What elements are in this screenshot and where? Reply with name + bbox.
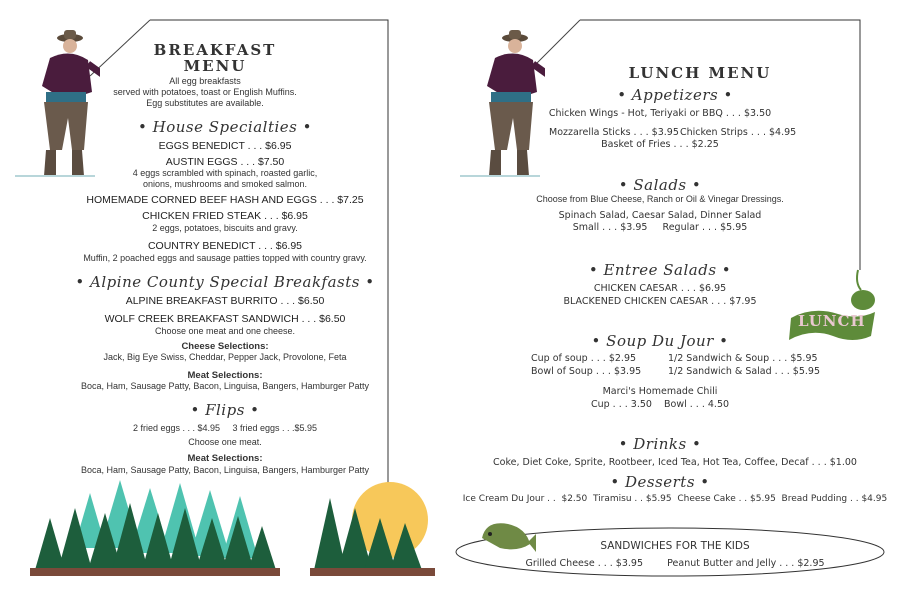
chicken-strips-item: Chicken Strips . . . $4.95 bbox=[680, 127, 797, 138]
flips-desc: Choose one meat. bbox=[188, 437, 262, 447]
wings-item: Chicken Wings - Hot, Teriyaki or BBQ . . . $3.50 bbox=[548, 108, 772, 119]
forest-illustration bbox=[30, 478, 440, 583]
meat-list: Boca, Ham, Sausage Patty, Bacon, Linguisa, Bangers, Hamburger Patty bbox=[81, 381, 369, 391]
breakfast-title-line2: MENU bbox=[183, 57, 247, 75]
dressings-note: Choose from Blue Cheese, Ranch or Oil & Vinegar Dressings. bbox=[536, 194, 784, 204]
lunch-title: LUNCH MENU bbox=[628, 64, 772, 82]
chili-prices: Cup . . . 3.50 Bowl . . . 4.50 bbox=[590, 399, 730, 410]
alpine-specials-heading: • Alpine County Special Breakfasts • bbox=[75, 273, 375, 291]
flips-heading: • Flips • bbox=[190, 401, 260, 419]
corned-beef-item: HOMEMADE CORNED BEEF HASH AND EGGS . . . $7.25 bbox=[86, 194, 364, 206]
sandwich-desc: Choose one meat and one cheese. bbox=[154, 326, 296, 336]
blackened-caesar-item: BLACKENED CHICKEN CAESAR . . . $7.95 bbox=[563, 296, 757, 307]
chicken-caesar-item: CHICKEN CAESAR . . . $6.95 bbox=[593, 283, 727, 294]
fisherman-illustration bbox=[455, 30, 545, 180]
soup-heading: • Soup Du Jour • bbox=[591, 332, 729, 350]
desserts-heading: • Desserts • bbox=[610, 473, 710, 491]
meat-heading: Meat Selections: bbox=[187, 370, 263, 381]
drinks-list: Coke, Diet Coke, Sprite, Rootbeer, Iced Tea, Hot Tea, Coffee, Decaf . . . $1.00 bbox=[493, 457, 857, 468]
chicken-fried-item: CHICKEN FRIED STEAK . . . $6.95 bbox=[142, 210, 308, 222]
kids-items: Grilled Cheese . . . $3.95 Peanut Butter and Jelly . . . $2.95 bbox=[525, 558, 825, 569]
house-specialties-heading: • House Specialties • bbox=[138, 118, 312, 136]
breakfast-title bbox=[130, 42, 300, 74]
breakfast-intro bbox=[100, 76, 310, 109]
mozzarella-item: Mozzarella Sticks . . . $3.95 bbox=[549, 127, 679, 138]
salads-heading: • Salads • bbox=[618, 176, 702, 194]
eggs-benedict-item: EGGS BENEDICT . . . $6.95 bbox=[158, 140, 292, 152]
country-benedict-item: COUNTRY BENEDICT . . . $6.95 bbox=[147, 240, 303, 252]
meat-list-2: Boca, Ham, Sausage Patty, Bacon, Linguisa, Bangers, Hamburger Patty bbox=[81, 465, 369, 475]
chicken-fried-desc: 2 eggs, potatoes, biscuits and gravy. bbox=[152, 223, 298, 233]
cheese-list: Jack, Big Eye Swiss, Cheddar, Pepper Jack, Provolone, Feta bbox=[103, 352, 347, 362]
austin-eggs-desc bbox=[30, 168, 420, 190]
austin-eggs-item: AUSTIN EGGS . . . $7.50 bbox=[165, 156, 285, 168]
half-sandwich-salad-item: 1/2 Sandwich & Salad . . . $5.95 bbox=[668, 366, 820, 377]
country-benedict-desc: Muffin, 2 poached eggs and sausage patties topped with country gravy. bbox=[83, 253, 367, 263]
intro-line: Egg substitutes are available. bbox=[146, 98, 264, 108]
lunch-sign-text: LUNCH bbox=[798, 312, 866, 330]
cup-soup-item: Cup of soup . . . $2.95 bbox=[531, 353, 637, 364]
breakfast-title-line1: BREAKFAST bbox=[153, 41, 277, 59]
drinks-heading: • Drinks • bbox=[618, 435, 702, 453]
bowl-soup-item: Bowl of Soup . . . $3.95 bbox=[531, 366, 642, 377]
fries-item: Basket of Fries . . . $2.25 bbox=[601, 139, 719, 150]
burrito-item: ALPINE BREAKFAST BURRITO . . . $6.50 bbox=[125, 295, 325, 307]
chili-item: Marci's Homemade Chili bbox=[602, 386, 718, 397]
desserts-list: Ice Cream Du Jour . . $2.50 Tiramisu . . $5.95 Cheese Cake . . $5.95 Bread Pudding . . $4.95 bbox=[462, 494, 888, 504]
salad-prices: Small . . . $3.95 Regular . . . $5.95 bbox=[572, 222, 748, 233]
lunch-menu bbox=[450, 0, 900, 600]
intro-line: All egg breakfasts bbox=[169, 76, 241, 86]
desc-line: 4 eggs scrambled with spinach, roasted garlic, bbox=[132, 168, 318, 178]
salad-types: Spinach Salad, Caesar Salad, Dinner Salad bbox=[558, 210, 762, 221]
kids-heading: SANDWICHES FOR THE KIDS bbox=[600, 540, 750, 552]
entree-salads-heading: • Entree Salads • bbox=[588, 261, 732, 279]
half-sandwich-soup-item: 1/2 Sandwich & Soup . . . $5.95 bbox=[668, 353, 818, 364]
desc-line: onions, mushrooms and smoked salmon. bbox=[142, 179, 308, 189]
cheese-heading: Cheese Selections: bbox=[181, 341, 269, 352]
breakfast-sandwich-item: WOLF CREEK BREAKFAST SANDWICH . . . $6.50 bbox=[104, 313, 346, 325]
intro-line: served with potatoes, toast or English Muffins. bbox=[113, 87, 297, 97]
flips-prices: 2 fried eggs . . . $4.95 3 fried eggs . . .$5.95 bbox=[132, 423, 318, 433]
appetizers-heading: • Appetizers • bbox=[617, 86, 733, 104]
meat-heading-2: Meat Selections: bbox=[187, 453, 263, 464]
